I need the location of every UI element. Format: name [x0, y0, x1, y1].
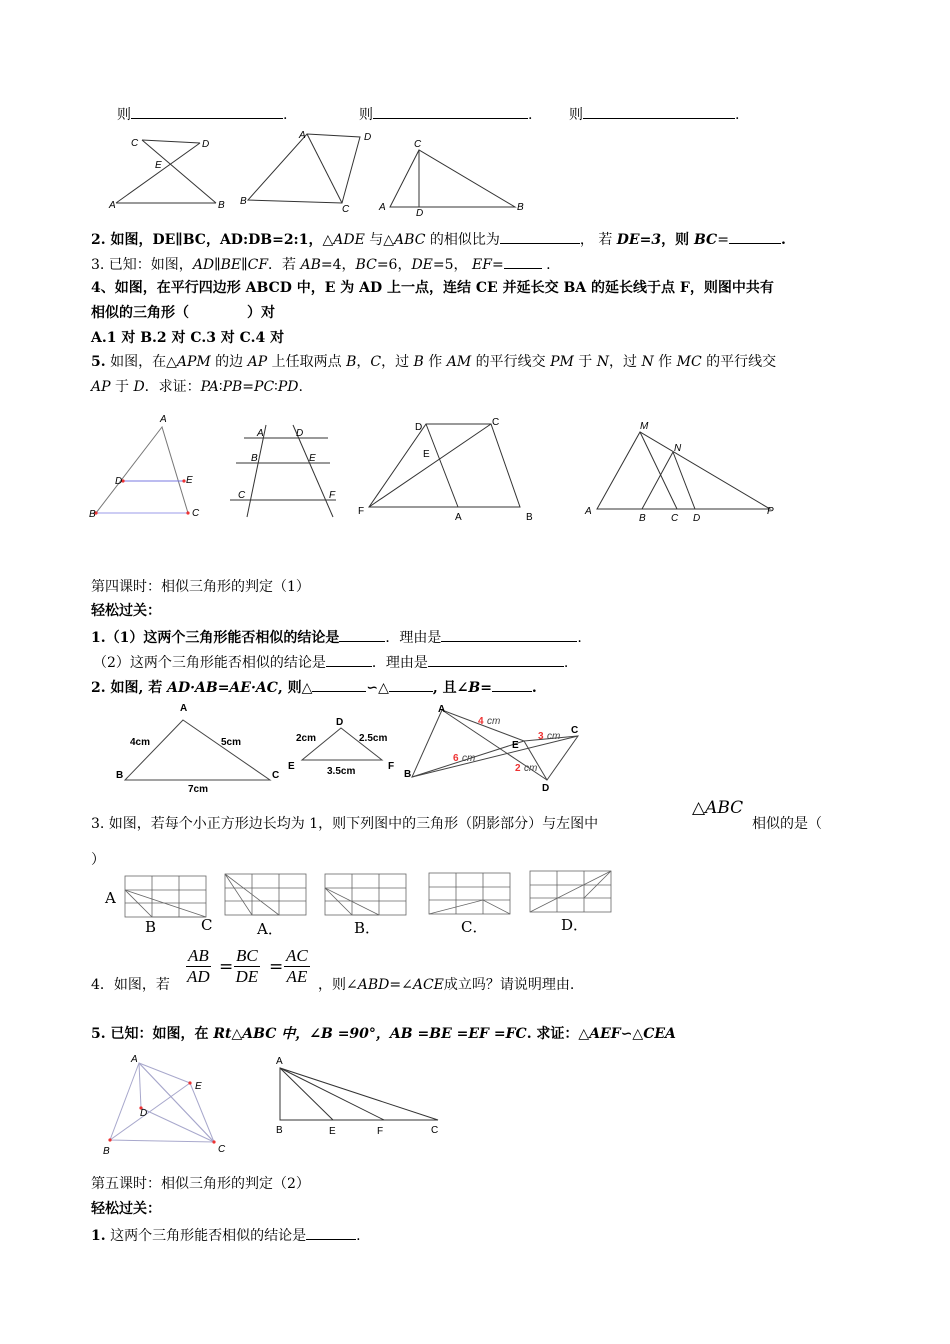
- label-C: C: [218, 1144, 226, 1155]
- lesson-4-q4-a: 4．如图，若: [91, 977, 170, 993]
- question-3: 3. 已知：如图，AD∥BE∥CF．若 AB=4，BC=6，DE=5， EF= .: [91, 254, 551, 274]
- option-A: A．: [257, 920, 283, 938]
- label-E: E: [186, 475, 193, 486]
- label-B: B: [103, 1146, 110, 1157]
- label-B: B: [89, 509, 96, 520]
- label-A: A: [109, 200, 116, 211]
- label-A: A: [257, 428, 264, 439]
- label-D: D: [115, 476, 123, 487]
- lesson-4-q2: 2. 如图, 若 AD·AB=AE·AC, 则△ ∽△ , 且∠B= .: [91, 677, 537, 697]
- label-D: D: [693, 513, 701, 524]
- label-EC: 3: [538, 731, 544, 742]
- label-D: D: [416, 208, 424, 219]
- lesson-5-easy: 轻松过关：: [91, 1201, 161, 1217]
- label-D: D: [296, 428, 304, 439]
- label-C: C: [342, 204, 350, 215]
- label-D: D: [415, 422, 423, 433]
- label-F: F: [358, 506, 365, 517]
- label-unit: cm: [547, 731, 561, 742]
- question-5-line2: AP 于 D．求证：PA∶PB=PC∶PD.: [91, 379, 303, 395]
- lesson-4-easy: 轻松过关：: [91, 603, 161, 619]
- label-B: B: [240, 196, 247, 207]
- lesson-4-q1-2: （2）这两个三角形能否相似的结论是 ．理由是 .: [93, 652, 568, 672]
- label-D: D: [336, 717, 344, 728]
- label-E: E: [195, 1081, 202, 1092]
- label-E: E: [288, 761, 295, 772]
- grid-label-A: A: [105, 889, 116, 907]
- question-2: 2. 如图，DE∥BC，AD:DB=2:1，△ADE 与△ABC 的相似比为 ， 若 DE=3，则 BC= .: [91, 229, 786, 249]
- lesson-4-q3-close: ）: [91, 852, 105, 868]
- label-E: E: [155, 160, 162, 171]
- lesson-5-q1: 1. 这两个三角形能否相似的结论是 .: [91, 1225, 361, 1245]
- label-F: F: [329, 490, 336, 501]
- fraction-BC-DE: $\frac{BC}{DE}$: [235, 946, 259, 986]
- answer-line-1: 则 .: [117, 104, 287, 124]
- label-B: B: [276, 1125, 283, 1136]
- question-4-options: A.1 对 B.2 对 C.3 对 C.4 对: [91, 330, 285, 346]
- lesson-4-title: 第四课时：相似三角形的判定（1）: [91, 579, 310, 595]
- label-B: B: [526, 512, 533, 523]
- label-B: B: [116, 770, 124, 781]
- label-unit: cm: [462, 753, 476, 764]
- label-F: F: [388, 761, 395, 772]
- label-D: D: [542, 783, 550, 794]
- answer-line-3: 则 .: [569, 104, 739, 124]
- label-BC: 7cm: [188, 784, 209, 795]
- lesson-4-q3-end: 相似的是（: [752, 816, 822, 832]
- label-A: A: [131, 1054, 138, 1065]
- question-4-line1: 4、如图，在平行四边形 ABCD 中，E 为 AD 上一点，连结 CE 并延长交 BA 的延长线于点 F，则图中共有: [91, 280, 774, 296]
- option-D: D．: [561, 916, 589, 934]
- label-ED: 2: [515, 763, 521, 774]
- label-E: E: [512, 740, 519, 751]
- label-E: E: [423, 449, 430, 460]
- grid-label-C: C: [201, 916, 213, 934]
- label-A: A: [160, 414, 167, 425]
- label-A: A: [585, 506, 592, 517]
- label-C: C: [272, 770, 280, 781]
- label-C: C: [414, 139, 422, 150]
- lesson-5-title: 第五课时：相似三角形的判定（2）: [91, 1176, 310, 1192]
- label-C: C: [238, 490, 246, 501]
- grid-label-B: B: [145, 918, 157, 936]
- option-C: C．: [461, 918, 488, 936]
- fraction-AB-AD: $\frac{AB}{AD}$: [187, 946, 210, 986]
- label-C: C: [571, 725, 579, 736]
- label-B: B: [639, 513, 646, 524]
- label-C: C: [192, 508, 200, 519]
- label-DE: 2cm: [296, 733, 317, 744]
- label-B: B: [404, 769, 412, 780]
- triangle-ABC-label: △ABC: [692, 798, 744, 818]
- label-AE: 4: [478, 716, 484, 727]
- lesson-4-q4-b: ，则∠ABD=∠ACE成立吗？请说明理由.: [318, 977, 575, 993]
- equals: =: [269, 957, 284, 977]
- lesson-4-q1-1: 1.（1）这两个三角形能否相似的结论是 ．理由是 .: [91, 627, 582, 647]
- lesson-4-q5: 5. 已知：如图，在 Rt△ABC 中，∠B =90°，AB =BE =EF =FC. 求证：△AEF∽△CEA: [91, 1026, 676, 1042]
- question-5-line1: 5. 如图，在△APM 的边 AP 上任取两点 B，C，过 B 作 AM 的平行线交 PM 于 N，过 N 作 MC 的平行线交: [91, 354, 777, 370]
- label-unit: cm: [487, 716, 501, 727]
- fraction-AC-AE: $\frac{AC}{AE}$: [286, 946, 308, 986]
- label-D: D: [202, 139, 210, 150]
- label-AC: 5cm: [221, 737, 242, 748]
- label-P: P: [767, 506, 774, 517]
- label-D: D: [140, 1108, 148, 1119]
- label-A: A: [455, 512, 462, 523]
- lesson-4-q3: 3. 如图，若每个小正方形边长均为 1，则下列图中的三角形（阴影部分）与左图中: [91, 816, 599, 832]
- label-M: M: [640, 421, 649, 432]
- label-E: E: [309, 453, 316, 464]
- label-EF: 3.5cm: [327, 766, 356, 777]
- label-B: B: [251, 453, 258, 464]
- label-DF: 2.5cm: [359, 733, 388, 744]
- label-unit: cm: [524, 763, 538, 774]
- label-N: N: [674, 443, 682, 454]
- label-AB: 4cm: [130, 737, 151, 748]
- label-D: D: [364, 132, 372, 143]
- answer-line-2: 则 .: [359, 104, 532, 124]
- label-BE: 6: [453, 753, 459, 764]
- label-E: E: [329, 1126, 336, 1137]
- label-A: A: [299, 130, 306, 141]
- label-B: B: [517, 202, 524, 213]
- label-B: B: [218, 200, 225, 211]
- label-A: A: [438, 704, 446, 715]
- label-C: C: [431, 1125, 439, 1136]
- label-A: A: [379, 202, 386, 213]
- label-A: A: [180, 703, 188, 714]
- question-4-line2: 相似的三角形（ ）对: [91, 305, 275, 321]
- option-B: B．: [354, 919, 381, 937]
- label-C: C: [131, 138, 139, 149]
- label-C: C: [492, 417, 500, 428]
- label-F: F: [377, 1126, 384, 1137]
- label-C: C: [671, 513, 679, 524]
- label-A: A: [276, 1056, 283, 1067]
- equals: =: [219, 957, 234, 977]
